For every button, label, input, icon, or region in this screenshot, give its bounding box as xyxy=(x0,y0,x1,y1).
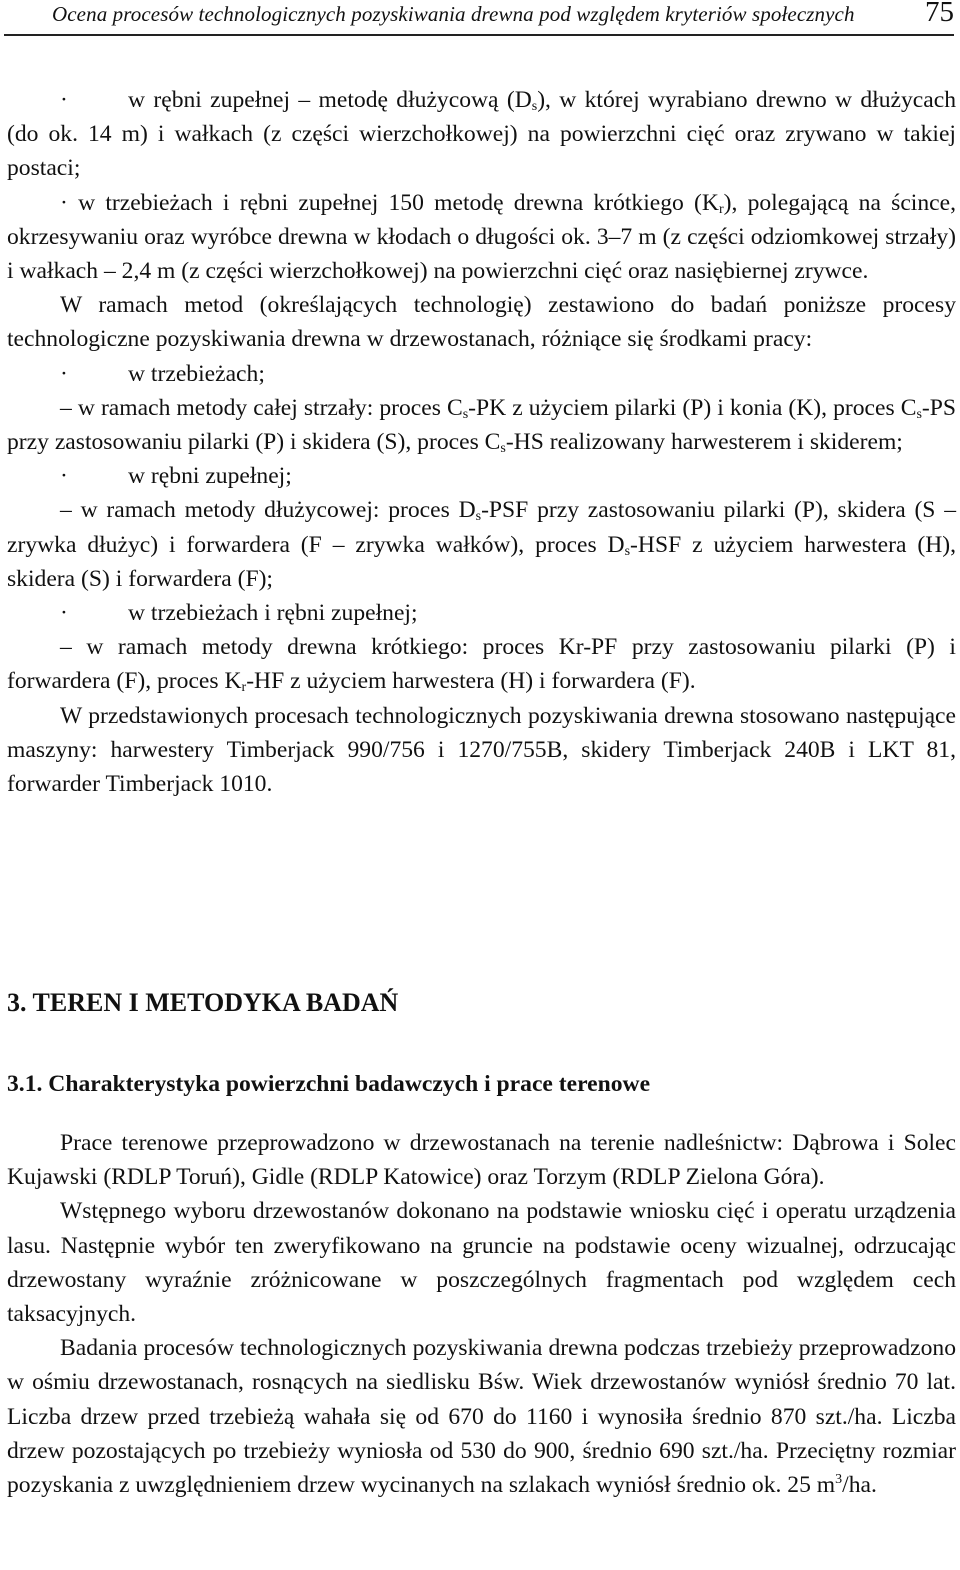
list-item: – w ramach metody dłużycowej: proces $D_s$-PSF przy zastosowaniu pilarki (P), skidera (S – zrywka dłużyc) i forwardera (F – zrywka wałków), proces $D_s$-HSF z użyciem harwestera (H), skidera (S) i forwardera (F); xyxy=(7,497,956,592)
section-heading: 3. TEREN I METODYKA BADAŃ xyxy=(7,988,399,1017)
dash-marker: – xyxy=(60,634,72,661)
bullet-marker: · xyxy=(60,87,68,113)
list-item: · w rębni zupełnej – metodę dłużycową $(D_s)$, w której wyrabiano drewno w dłużycach (do ok. 14 m) i wałkach (z części wierzchołkowej) na powierzchni cięć oraz zrywano w takiej postaci; xyxy=(7,83,956,186)
dash-marker: – xyxy=(60,394,72,421)
paragraph: Prace terenowe przeprowadzono w drzewostanach na terenie nadleśnictw: Dąbrowa i Solec Kujawski (RDLP Toruń), Gidle (RDLP Katowice) oraz Torzym (RDLP Zielona Góra). xyxy=(7,1130,956,1191)
list-item: · w trzebieżach i rębni zupełnej; xyxy=(7,596,956,630)
paragraph: Badania procesów technologicznych pozyskiwania drewna podczas trzebieży przeprowadzono w ośmiu drzewostanach, rosnących na siedlisku Bśw. Wiek drzewostanów wyniósł średnio 70 lat. Liczba drzew przed trzebieżą wahała się od 670 do 1160 i wynosiła średnio 870 szt./ha. Liczba drzew pozostających po trzebieży wyniosła od 530 do 900, średnio 690 szt./ha. Przeciętny rozmiar pozyskania z uwzględnieniem drzew wycinanych na szlakach wyniósł średnio ok. 25 $m^3/ha$. xyxy=(7,1335,956,1499)
running-title: Ocena procesów technologicznych pozyskiwania drewna pod względem kryteriów społecznych xyxy=(52,2,855,26)
paragraph: W ramach metod (określających technologię) zestawiono do badań poniższe procesy technologiczne pozyskiwania drewna w drzewostanach, różniące się środkami pracy: xyxy=(7,292,956,353)
bullet-marker: · xyxy=(60,600,68,627)
page-number: 75 xyxy=(925,0,954,28)
list-item: · w rębni zupełnej; xyxy=(7,459,956,493)
dash-marker: – xyxy=(60,497,72,524)
paragraph: Wstępnego wyboru drzewostanów dokonano na podstawie wniosku cięć i operatu urządzenia lasu. Następnie wybór ten zweryfikowano na gruncie na podstawie oceny wizualnej, odrzucając drzewostany wyraźnie zróżnicowane w poszczególnych fragmentach pod względem cech taksacyjnych. xyxy=(7,1198,956,1328)
list-item: – w ramach metody całej strzały: proces $C_s-PK$ z użyciem pilarki (P) i konia (K), proces $C_s-PS$ przy zastosowaniu pilarki (P) i skidera (S), proces $C_s-HS$ realizowany harwesterem i skiderem; xyxy=(7,394,957,457)
body-text xyxy=(7,83,956,801)
running-header xyxy=(4,0,954,36)
paragraph: W przedstawionych procesach technologicznych pozyskiwania drewna stosowano następujące maszyny: harwestery Timberjack 990/756 i 1270/755B, skidery Timberjack 240B i LKT 81, forwarder Timberjack 1010. xyxy=(7,702,956,798)
list-item: – w ramach metody drewna krótkiego: proces Kr-PF przy zastosowaniu pilarki (P) i forwardera (F), proces $K_r-HF$ z użyciem harwestera (H) i forwardera (F). xyxy=(7,634,956,696)
bullet-marker: · xyxy=(60,360,68,387)
list-item: · w trzebieżach i rębni zupełnej 150 metodę drewna krótkiego $(K_r)$, polegającą na ścince, okrzesywaniu oraz wyróbce drewna w kłodach o długości ok. 3–7 m (z części odziomkowej strzały) i wałkach – 2,4 m (z części wierzchołkowej) na powierzchni cięć oraz nasiębiernej zrywce. xyxy=(7,189,956,285)
body-text-section xyxy=(7,1126,956,1502)
bullet-marker: · xyxy=(60,189,68,216)
list-item: · w trzebieżach; xyxy=(7,357,956,391)
bullet-marker: · xyxy=(60,463,68,490)
subsection-heading: 3.1. Charakterystyka powierzchni badawczych i prace terenowe xyxy=(7,1071,651,1097)
